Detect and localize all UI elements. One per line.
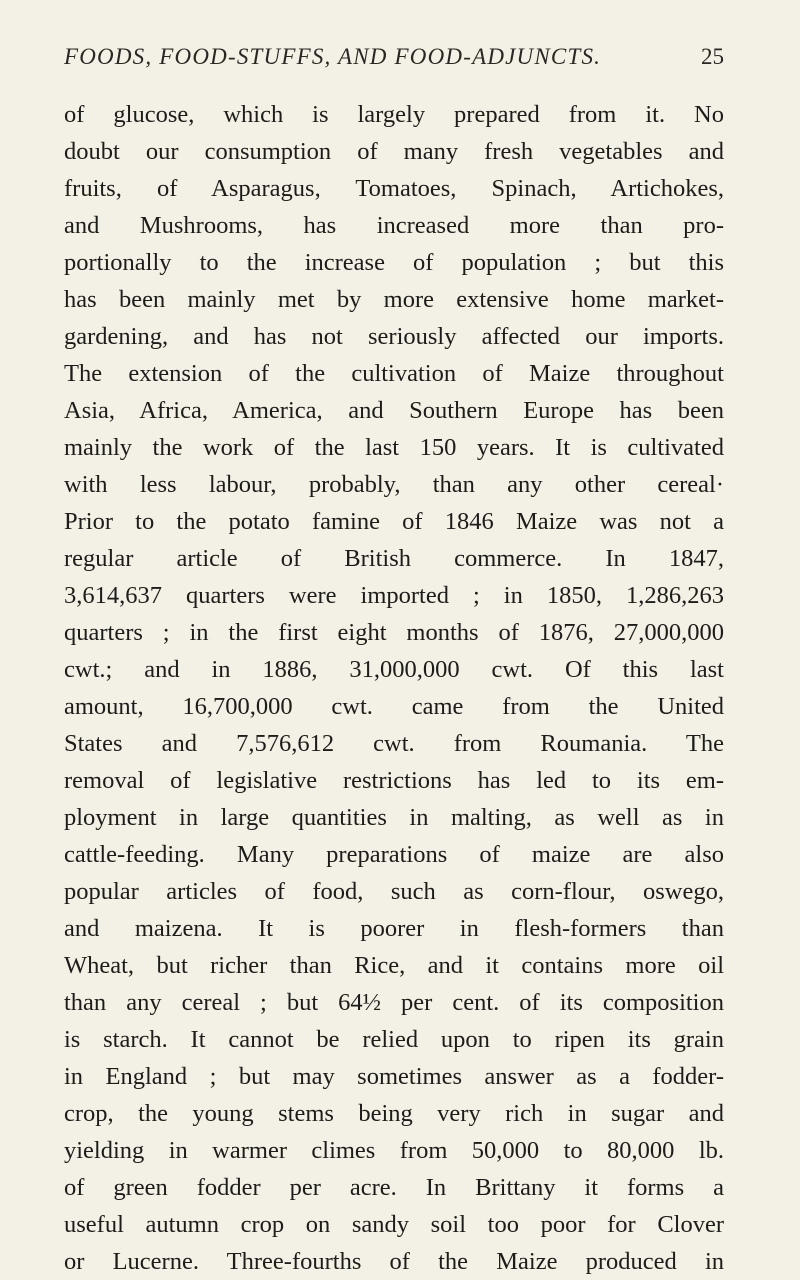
text-line: mainly the work of the last 150 years. It is cultivated [64, 434, 724, 461]
text-line: and maizena. It is poorer in flesh-formers than [64, 915, 724, 942]
text-line: doubt our consumption of many fresh vegetables and [64, 138, 724, 165]
text-line: and Mushrooms, has increased more than pro- [64, 212, 724, 239]
text-line: than any cereal ; but 64½ per cent. of its composition [64, 989, 724, 1016]
text-line: amount, 16,700,000 cwt. came from the United [64, 693, 724, 720]
text-line: cattle-feeding. Many preparations of maize are also [64, 841, 724, 868]
text-line: portionally to the increase of population ; but this [64, 249, 724, 276]
text-line: of glucose, which is largely prepared from it. No [64, 101, 724, 128]
text-line: ployment in large quantities in malting, as well as in [64, 804, 724, 831]
text-line: regular article of British commerce. In 1847, [64, 545, 724, 572]
body-text [64, 96, 724, 1280]
text-line: crop, the young stems being very rich in sugar and [64, 1100, 724, 1127]
text-line: Asia, Africa, America, and Southern Europe has been [64, 397, 724, 424]
text-line: quarters ; in the first eight months of 1876, 27,000,000 [64, 619, 724, 646]
text-line: 3,614,637 quarters were imported ; in 1850, 1,286,263 [64, 582, 724, 609]
text-line: with less labour, probably, than any other cereal· [64, 471, 724, 498]
text-line: or Lucerne. Three-fourths of the Maize produced in [64, 1248, 724, 1275]
text-line: cwt.; and in 1886, 31,000,000 cwt. Of this last [64, 656, 724, 683]
text-line: States and 7,576,612 cwt. from Roumania. The [64, 730, 724, 757]
text-line: gardening, and has not seriously affected our imports. [64, 323, 724, 350]
text-line: useful autumn crop on sandy soil too poor for Clover [64, 1211, 724, 1238]
text-line: of green fodder per acre. In Brittany it forms a [64, 1174, 724, 1201]
text-line: popular articles of food, such as corn-flour, oswego, [64, 878, 724, 905]
page-header [64, 44, 724, 84]
text-line: fruits, of Asparagus, Tomatoes, Spinach, Artichokes, [64, 175, 724, 202]
text-line: has been mainly met by more extensive home market- [64, 286, 724, 313]
text-line: yielding in warmer climes from 50,000 to 80,000 lb. [64, 1137, 724, 1164]
text-line: in England ; but may sometimes answer as a fodder- [64, 1063, 724, 1090]
text-line: Prior to the potato famine of 1846 Maize was not a [64, 508, 724, 535]
page-number: 25 [701, 44, 724, 69]
text-line: is starch. It cannot be relied upon to ripen its grain [64, 1026, 724, 1053]
running-head: FOODS, FOOD-STUFFS, AND FOOD-ADJUNCTS. [64, 44, 602, 69]
text-line: removal of legislative restrictions has led to its em- [64, 767, 724, 794]
text-line: The extension of the cultivation of Maize throughout [64, 360, 724, 387]
text-line: Wheat, but richer than Rice, and it contains more oil [64, 952, 724, 979]
